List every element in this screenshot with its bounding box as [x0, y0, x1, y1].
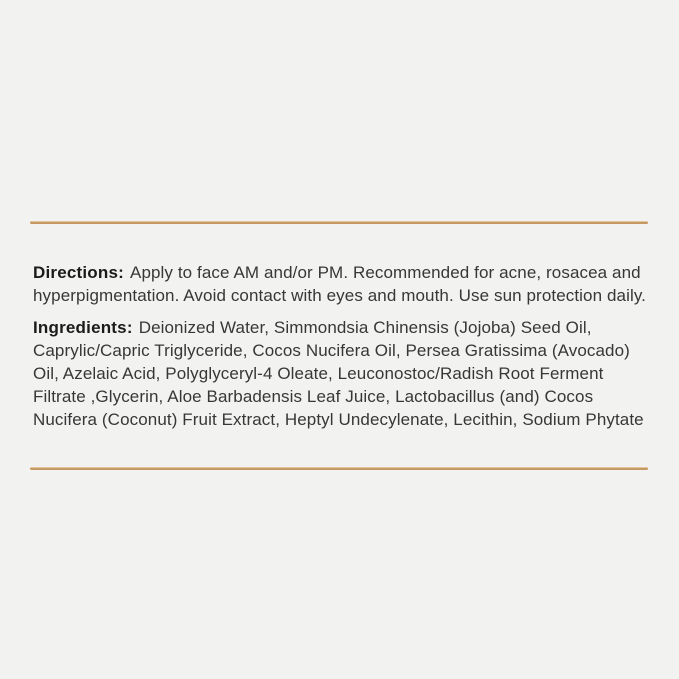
- ingredients-paragraph: [33, 316, 658, 431]
- directions-line: hyperpigmentation. Avoid contact with eyes and mouth. Use sun protection daily.: [33, 286, 647, 305]
- ingredients-text: Deionized Water, Simmondsia Chinensis (Jojoba) Seed Oil,: [138, 318, 592, 337]
- ingredients-line: Filtrate ,Glycerin, Aloe Barbadensis Leaf Juice, Lactobacillus (and) Cocos: [33, 387, 594, 406]
- ingredients-line: [33, 316, 658, 339]
- ingredients-label: Ingredients:: [33, 318, 133, 337]
- divider-bottom: [30, 467, 648, 470]
- divider-top: [30, 221, 648, 224]
- ingredients-line: Caprylic/Capric Triglyceride, Cocos Nucifera Oil, Persea Gratissima (Avocado): [33, 341, 630, 360]
- directions-paragraph: [33, 261, 658, 307]
- label-text-block: [33, 261, 658, 431]
- directions-text: Apply to face AM and/or PM. Recommended for acne, rosacea and: [130, 263, 641, 282]
- directions-label: Directions:: [33, 263, 124, 282]
- ingredients-line: Oil, Azelaic Acid, Polyglyceryl-4 Oleate, Leuconostoc/Radish Root Ferment: [33, 364, 604, 383]
- directions-line: [33, 261, 658, 284]
- ingredients-line: Nucifera (Coconut) Fruit Extract, Heptyl Undecylenate, Lecithin, Sodium Phytate: [33, 410, 644, 429]
